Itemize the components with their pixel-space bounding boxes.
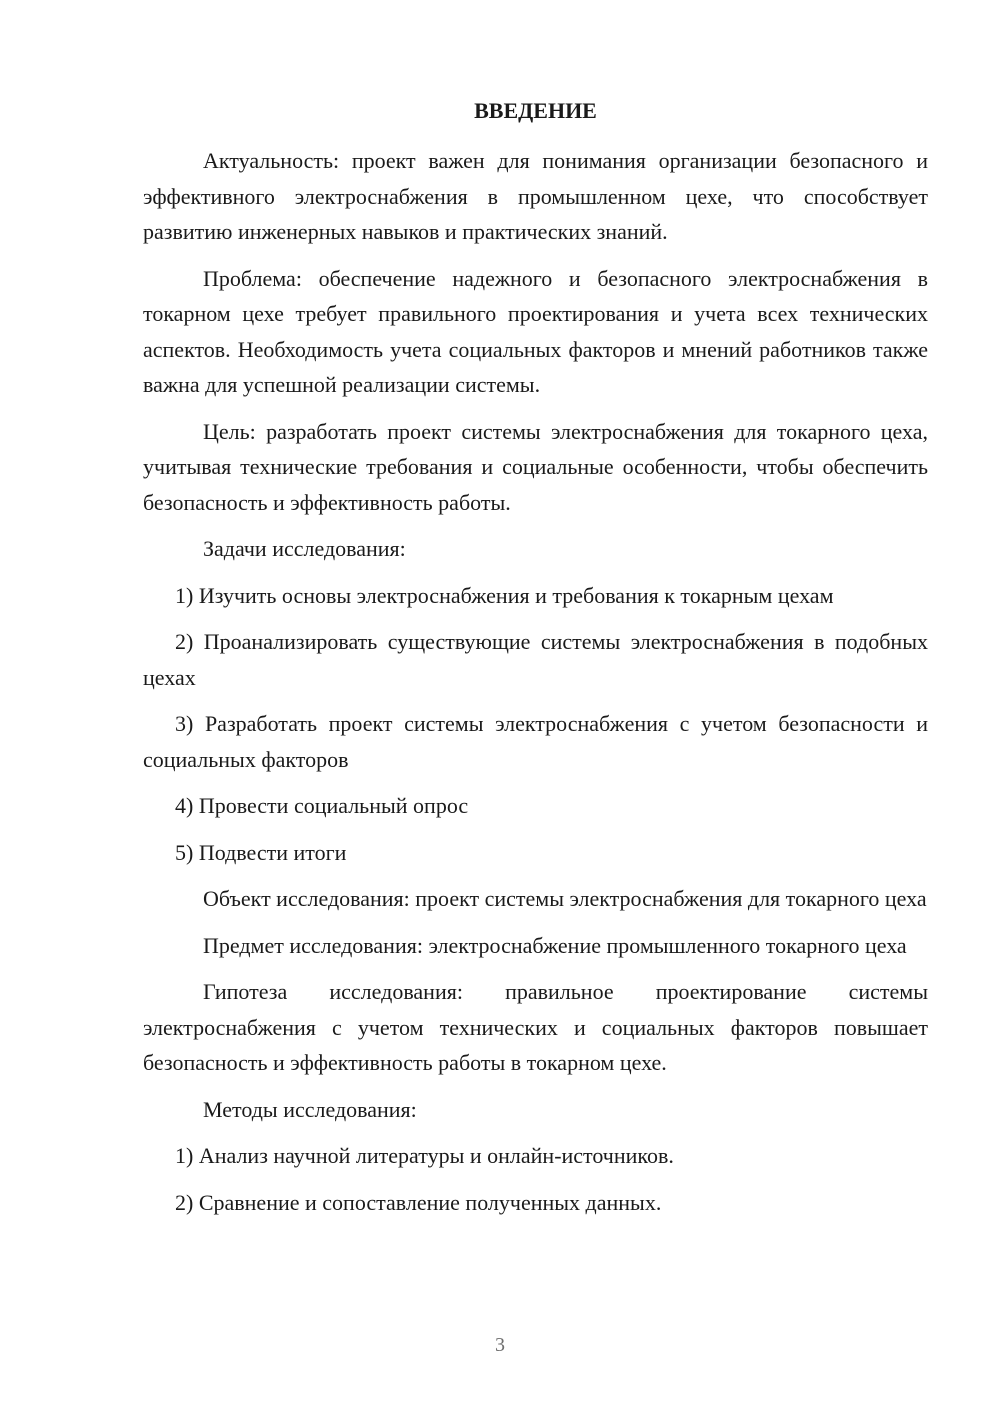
page-number: 3	[495, 1334, 505, 1356]
task-item-2: 2) Проанализировать существующие системы электроснабжения в подобных цехах	[143, 629, 928, 690]
task-item-5: 5) Подвести итоги	[175, 839, 347, 865]
paragraph-subject: Предмет исследования: электроснабжение промышленного токарного цеха	[203, 932, 907, 958]
paragraph-methods-heading: Методы исследования:	[203, 1096, 417, 1122]
paragraph-problem: Проблема: обеспечение надежного и безопасного электроснабжения в токарном цехе требует правильного проектирования и учета всех технических аспектов. Необходимость учета социальных факторов и мнений работников также важна для успешной реализации системы.	[143, 265, 928, 397]
paragraph-tasks-heading: Задачи исследования:	[203, 536, 406, 561]
paragraph-object: Объект исследования: проект системы электроснабжения для токарного цеха	[203, 886, 927, 911]
page-title: ВВЕДЕНИЕ	[474, 98, 597, 123]
task-item-1: 1) Изучить основы электроснабжения и требования к токарным цехам	[175, 582, 834, 608]
paragraph-goal: Цель: разработать проект системы электроснабжения для токарного цеха, учитывая технические требования и социальные особенности, чтобы обеспечить безопасность и эффективность работы.	[143, 418, 928, 515]
method-item-2: 2) Сравнение и сопоставление полученных данных.	[175, 1189, 662, 1215]
task-item-4: 4) Провести социальный опрос	[175, 793, 469, 818]
document-page	[143, 96, 928, 1231]
paragraph-hypothesis: Гипотеза исследования: правильное проектирование системы электроснабжения с учетом технических и социальных факторов повышает безопасность и эффективность работы в токарном цехе.	[143, 979, 928, 1075]
paragraph-relevance: Актуальность: проект важен для понимания организации безопасного и эффективного электроснабжения в промышленном цехе, что способствует развитию инженерных навыков и практических знаний.	[143, 148, 928, 244]
task-item-3: 3) Разработать проект системы электроснабжения с учетом безопасности и социальных факторов	[143, 711, 928, 772]
method-item-1: 1) Анализ научной литературы и онлайн-источников.	[175, 1143, 674, 1168]
